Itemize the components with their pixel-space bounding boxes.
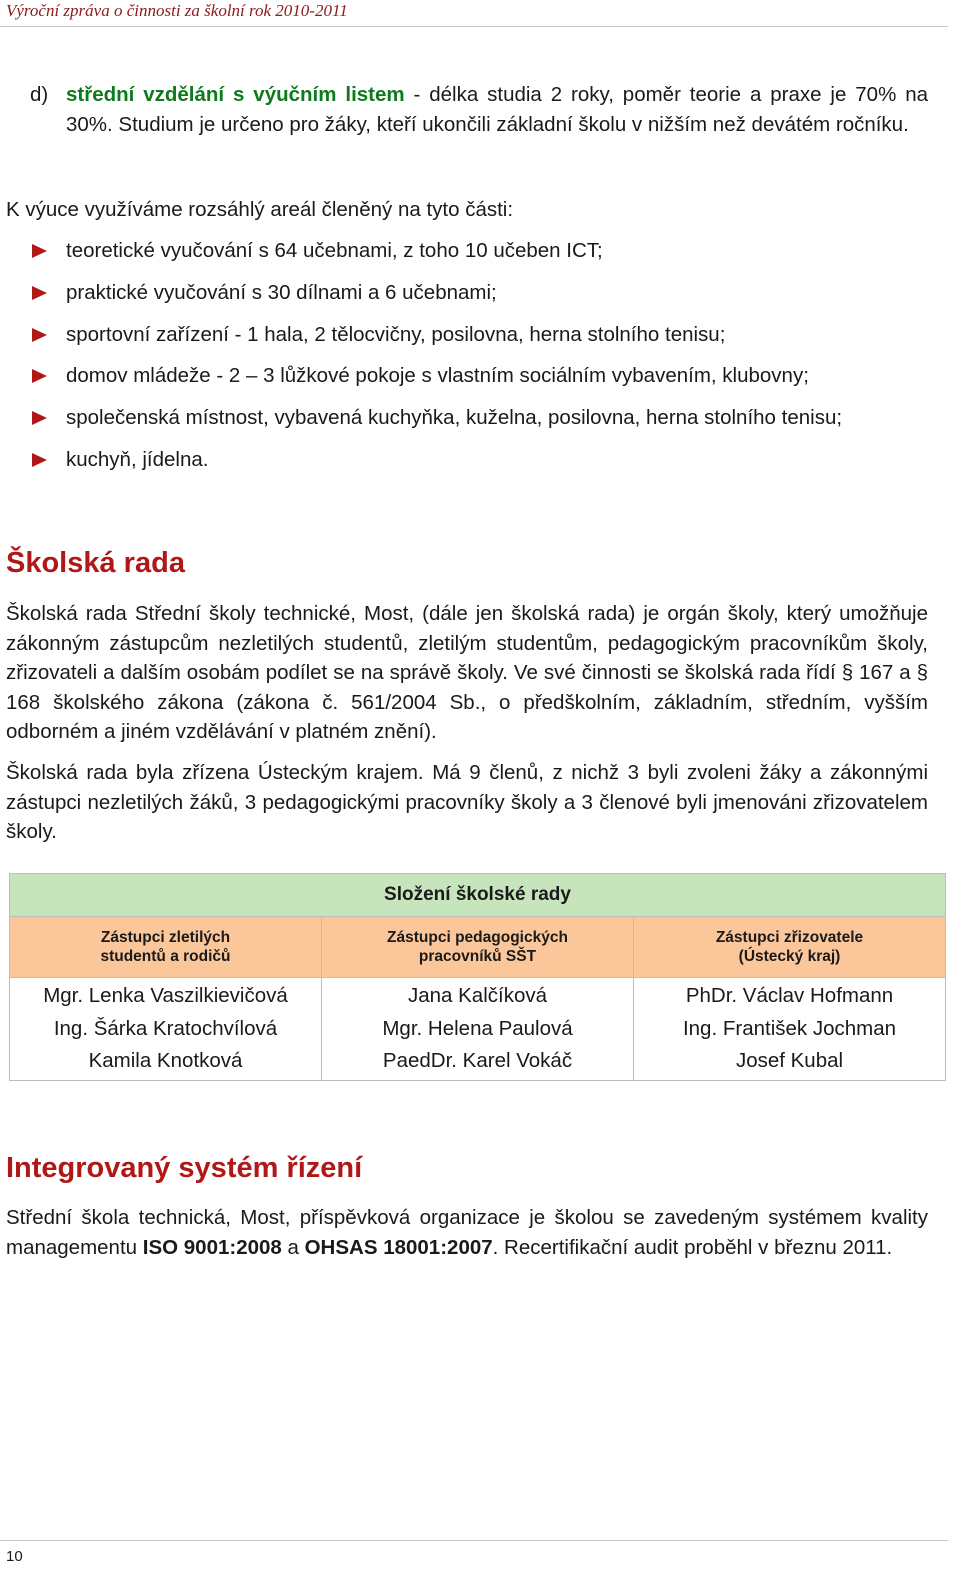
- list-item-text: praktické vyučování s 30 dílnami a 6 učebnami;: [66, 280, 497, 304]
- irs-text-a: Střední škola technická, Most, příspěvková organizace je školou se zavedeným systémem kvality managementu: [6, 1206, 928, 1259]
- triangle-bullet-icon: [32, 369, 47, 383]
- member-name: PaedDr. Karel Vokáč: [382, 1049, 573, 1073]
- member-name: Mgr. Lenka Vaszilkievičová: [43, 984, 288, 1008]
- iso-standard: ISO 9001:2008: [142, 1235, 282, 1259]
- list-item-text: teoretické vyučování s 64 učebnami, z toho 10 učeben ICT;: [66, 239, 603, 262]
- list-item: [32, 236, 842, 278]
- list-item-text: sportovní zařízení - 1 hala, 2 tělocvičny, posilovna, herna stolního tenisu;: [66, 322, 726, 346]
- members-cell: [634, 978, 946, 1081]
- triangle-bullet-icon: [32, 286, 47, 300]
- column-header-line: Zástupci pedagogických: [387, 929, 568, 946]
- list-item: [32, 278, 842, 320]
- item-text: [66, 80, 928, 139]
- triangle-bullet-icon: [32, 244, 47, 258]
- list-item: [32, 361, 842, 403]
- list-item: [32, 403, 842, 445]
- member-name: Josef Kubal: [735, 1049, 844, 1073]
- table-caption: Složení školské rady: [10, 874, 946, 917]
- section-heading-integrovany-system: Integrovaný systém řízení: [6, 1152, 363, 1184]
- member-name: Jana Kalčíková: [407, 984, 548, 1008]
- intro-text: K výuce využíváme rozsáhlý areál členěný na tyto části:: [6, 198, 514, 221]
- list-item-text: domov mládeže - 2 – 3 lůžkové pokoje s vlastním sociálním vybavením, klubovny;: [66, 364, 809, 388]
- facilities-list: [32, 236, 842, 487]
- triangle-bullet-icon: [32, 411, 47, 425]
- footer-divider: [0, 1540, 948, 1541]
- column-header-line: Zástupci zřizovatele: [715, 929, 864, 946]
- column-header-line: pracovníků SŠT: [418, 948, 537, 965]
- member-name: Kamila Knotková: [88, 1049, 243, 1073]
- page-header: [0, 0, 948, 27]
- item-heading: střední vzdělání s výučním listem: [66, 83, 405, 106]
- ohsas-standard: OHSAS 18001:2007: [304, 1235, 493, 1259]
- list-item-d: [30, 80, 928, 139]
- triangle-bullet-icon: [32, 453, 47, 467]
- triangle-bullet-icon: [32, 328, 47, 342]
- header-title: Výroční zpráva o činnosti za školní rok 2010-2011: [6, 1, 348, 20]
- irs-text-b: a: [281, 1235, 305, 1259]
- column-header: [10, 917, 322, 978]
- section-heading-skolska-rada: Školská rada: [6, 547, 185, 579]
- list-item: [32, 445, 842, 487]
- item-body: - délka studia 2 roky, poměr teorie a praxe je 70% na 30%. Studium je určeno pro žáky, kteří ukončili základní školu v nižším než devátém ročníku.: [66, 83, 929, 136]
- skolska-rada-paragraph-1: Školská rada Střední školy technické, Most, (dále jen školská rada) je orgán školy, který umožňuje zákonným zástupcům nezletilých studentů, zletilým studentům, pedagogickým pracovníkům školy, zřizovateli a dalším osobám podílet se na správě školy. Ve své činnosti se školská rada řídí § 167 a § 168 školského zákona (zákona č. 561/2004 Sb., o předškolním, základním, středním, vyšším odborném a jiném vzdělávání v platném znění).: [6, 602, 928, 743]
- column-header-line: (Ústecký kraj): [738, 948, 841, 965]
- member-name: PhDr. Václav Hofmann: [685, 984, 894, 1008]
- member-name: Ing. František Jochman: [682, 1016, 897, 1040]
- column-header: [322, 917, 634, 978]
- column-header: [634, 917, 946, 978]
- list-item-text: kuchyň, jídelna.: [66, 447, 209, 471]
- irs-paragraph: [6, 1203, 928, 1262]
- list-item-text: společenská místnost, vybavená kuchyňka, kuželna, posilovna, herna stolního tenisu;: [66, 406, 843, 430]
- column-header-line: studentů a rodičů: [100, 948, 231, 965]
- board-composition-table: [9, 873, 946, 1081]
- item-label: d): [30, 83, 49, 106]
- irs-text-c: . Recertifikační audit proběhl v březnu 2011.: [492, 1235, 893, 1259]
- member-name: Mgr. Helena Paulová: [382, 1016, 573, 1040]
- member-name: Ing. Šárka Kratochvílová: [53, 1016, 278, 1040]
- list-item: [32, 320, 842, 362]
- page-number: 10: [6, 1548, 23, 1565]
- members-cell: [10, 978, 322, 1081]
- column-header-line: Zástupci zletilých: [100, 929, 231, 946]
- skolska-rada-paragraph-2: Školská rada byla zřízena Ústeckým krajem. Má 9 členů, z nichž 3 byli zvoleni žáky a zákonnými zástupci nezletilých žáků, 3 pedagogickými pracovníky školy a 3 členové byli jmenováni zřizovatelem školy.: [6, 761, 928, 843]
- members-cell: [322, 978, 634, 1081]
